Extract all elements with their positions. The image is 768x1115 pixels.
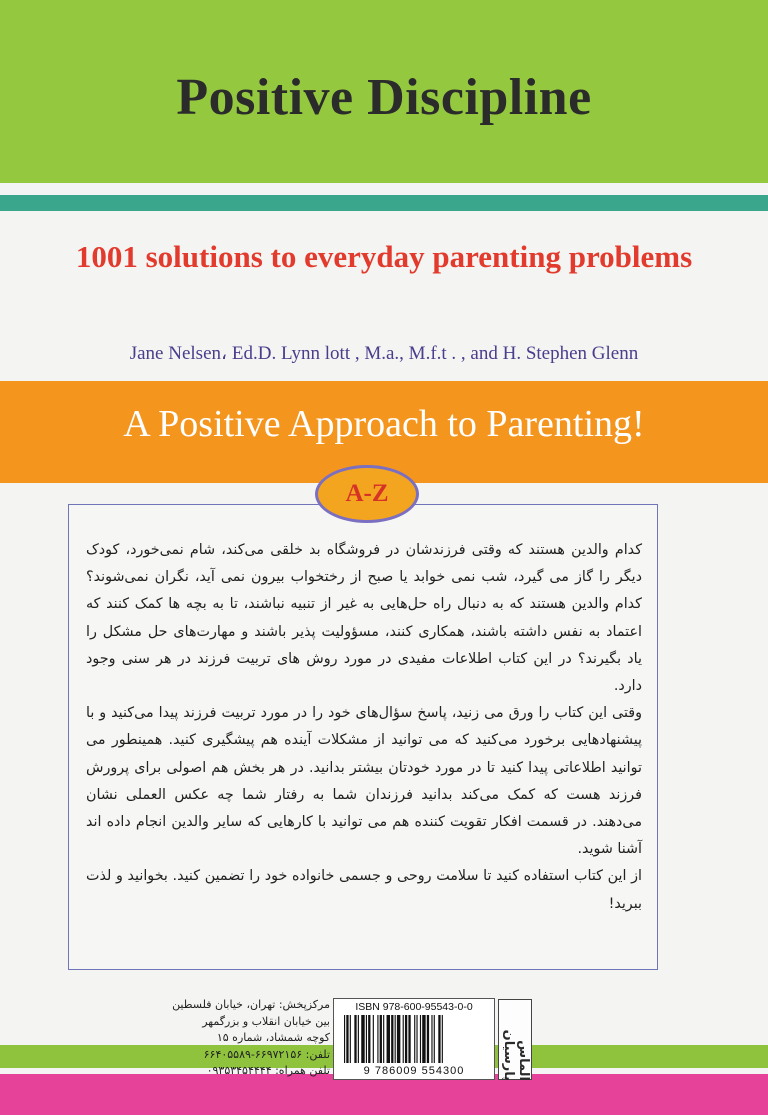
- barcode-icon: [342, 1015, 486, 1063]
- az-badge: [315, 465, 419, 523]
- book-subtitle: 1001 solutions to everyday parenting problems: [75, 239, 693, 274]
- isbn-number: ISBN 978-600-95543-0-0: [355, 1001, 473, 1013]
- phone-line: تلفن: ۶۶۹۷۲۱۵۶-۶۶۴۰۵۵۸۹: [203, 1047, 330, 1061]
- tagline: A Positive Approach to Parenting!: [123, 403, 645, 445]
- description-paragraph: از این کتاب استفاده کنید تا سلامت روحی و جسمی خانواده خود را تضمین کنید. بخوانید و لذت ببرید!: [86, 868, 642, 912]
- author-line: Jane Nelsen، Ed.D. Lynn lott , M.a., M.f.t . , and H. Stephen Glenn: [129, 343, 639, 364]
- address-line: بین خیابان انقلاب و بزرگمهر: [202, 1014, 330, 1028]
- barcode-digits: 9 786009 554300: [363, 1065, 465, 1077]
- mobile-line: تلفن همراه: ۰۹۳۵۳۴۵۴۴۴۴: [206, 1064, 330, 1077]
- description-paragraph: وقتی این کتاب را ورق می زنید، پاسخ سؤال‌های خود را در مورد تربیت فرزند پیدا می‌کنید و با پیشنهادهایی برخورد می‌کنید که می توانید از مشکلات آینده هم پیشگیری کنید. همینطور می توانید اطلاعاتی پیدا کنید تا در مورد خودتان بیشتر بدانید. در هر بخش هم اصولی برای پرورش فرزند هست که کمک می‌کند بدانید فرزندان شما به رفتار شما چه عکس العملی نشان می‌دهند. در قسمت افکار تقویت کننده هم می توانید با کارهایی که سایر والدین انجام داده اند آشنا شوید.: [86, 705, 642, 858]
- publisher-address: [140, 997, 330, 1080]
- teal-divider-strip: [0, 195, 768, 211]
- description-text: [86, 537, 642, 918]
- publisher-logo-text: الماس پارسیان: [501, 1029, 531, 1081]
- book-title: Positive Discipline: [176, 69, 592, 126]
- publisher-logo: [498, 999, 532, 1080]
- isbn-barcode: [333, 998, 495, 1080]
- address-line: مرکزپخش: تهران، خیابان فلسطین: [172, 998, 330, 1011]
- description-paragraph: کدام والدین هستند که وقتی فرزندشان در فروشگاه بد خلقی می‌کند، شام نمی‌خورد، کودک دیگر را گاز می گیرد، شب نمی خوابد یا صبح از رختخواب بیرون نمی آید، نگران نمی‌شوند؟ کدام والدین هستند که به دنبال راه حل‌هایی به غیر از تنبیه نباشند، تا به بچه ها کمک کنند که اعتماد به نفس داشته باشند، همکاری کنند، مسؤولیت پذیر باشند و مهارت‌های حل مشکل را یاد بگیرند؟ در این کتاب اطلاعات مفیدی در مورد روش های تربیت فرزند در هر سنی وجود دارد.: [86, 542, 642, 695]
- address-line: کوچه شمشاد، شماره ۱۵: [216, 1031, 330, 1044]
- bottom-pink-band: [0, 1074, 768, 1115]
- az-badge-label: A-Z: [345, 480, 389, 507]
- white-divider-strip: [0, 183, 768, 195]
